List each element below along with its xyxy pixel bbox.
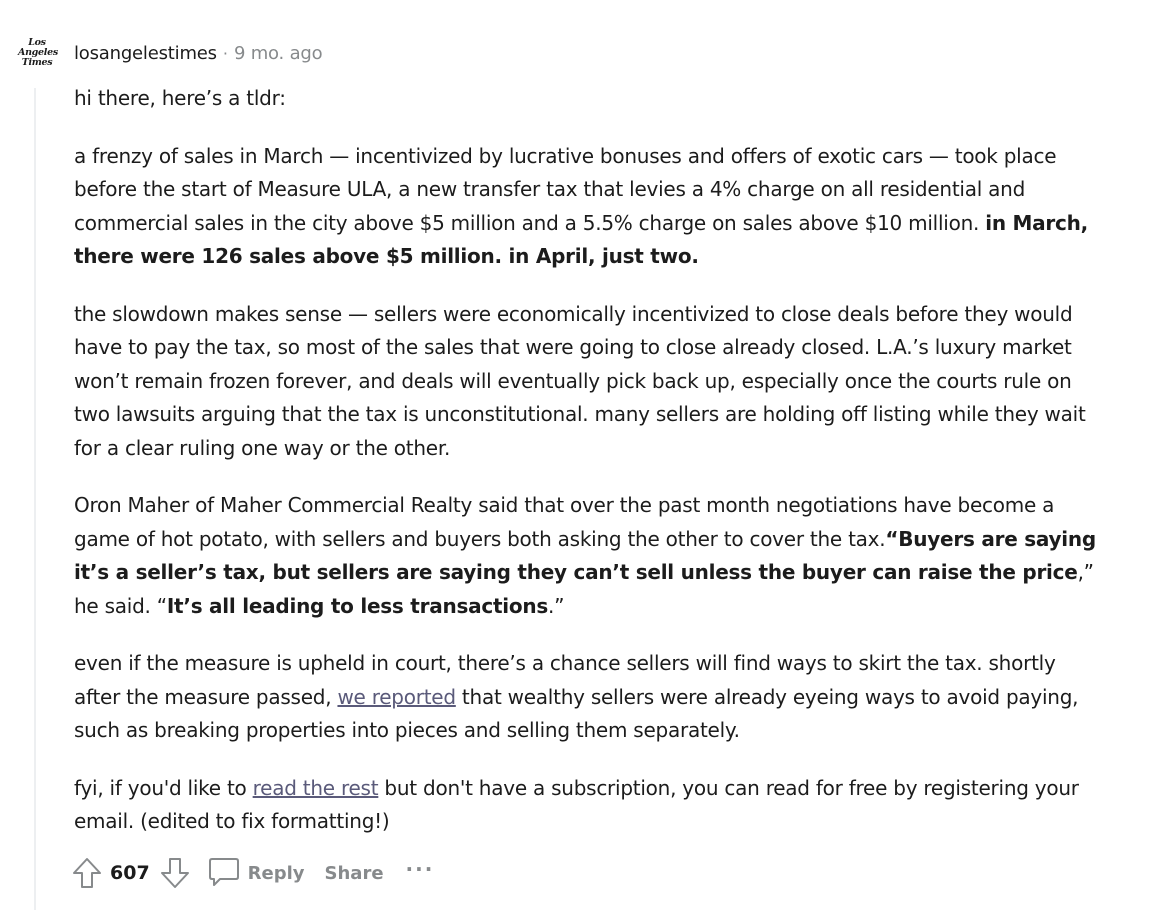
comment-header	[74, 40, 322, 66]
paragraph-text: Oron Maher of Maher Commercial Realty said that over the past month negotiations have become a game of hot potato, with sellers and buyers both asking the other to cover the tax.	[74, 493, 1055, 551]
avatar[interactable]	[18, 38, 56, 70]
paragraph	[74, 489, 1104, 623]
separator: ·	[222, 43, 228, 63]
thread-line[interactable]	[34, 88, 36, 910]
arrow-up-icon[interactable]	[70, 856, 104, 890]
paragraph-text: but don't have a subscription, you can read for free by registering your email. (edited to fix formatting!)	[74, 775, 1079, 833]
speech-bubble-icon	[208, 855, 240, 892]
paragraph-text: fyi, if you'd like to	[74, 775, 253, 800]
comment-actions	[70, 854, 434, 892]
paragraph-text: even if the measure is upheld in court, there’s a chance sellers will find ways to skirt the tax. shortly after the measure passed,	[74, 651, 1056, 709]
paragraph	[74, 140, 1104, 274]
paragraph-text: that wealthy sellers were already eyeing ways to avoid paying, such as breaking properties into pieces and selling them separately.	[74, 684, 1079, 742]
paragraph-text: the slowdown makes sense — sellers were economically incentivized to close deals before they would have to pay the tax, so most of the sales that were going to close already closed. L.A.’s luxury market won’t remain frozen forever, and deals will eventually pick back up, especially once the courts rule on two lawsuits arguing that the tax is unconstitutional. many sellers are holding off listing while they wait for a clear ruling one way or the other.	[74, 301, 1086, 460]
paragraph	[74, 772, 1104, 839]
comment-body	[74, 82, 1104, 863]
paragraph	[74, 647, 1104, 748]
paragraph-text: .”	[548, 593, 565, 618]
we-reported-link[interactable]: we reported	[337, 684, 456, 709]
avatar-line: Angeles	[18, 47, 58, 58]
read-the-rest-link[interactable]: read the rest	[252, 775, 379, 800]
share-button[interactable]: Share	[324, 862, 384, 884]
more-options-button[interactable]: ···	[405, 857, 435, 881]
vote-score: 607	[110, 862, 150, 884]
timestamp[interactable]: 9 mo. ago	[233, 42, 323, 64]
bold-text: “Buyers are saying it’s a seller’s tax, but sellers are saying they can’t sell unless the buyer can raise the price	[74, 526, 1096, 584]
bold-text: in March, there were 126 sales above $5 million. in April, just two.	[74, 210, 1088, 268]
username-link[interactable]: losangelestimes	[74, 42, 217, 64]
avatar-line: Los	[28, 37, 46, 48]
paragraph	[74, 298, 1104, 466]
paragraph-text: hi there, here’s a tldr:	[74, 86, 286, 110]
reply-label: Reply	[247, 862, 305, 884]
avatar-line: Times	[21, 57, 53, 68]
arrow-down-icon[interactable]	[158, 856, 192, 890]
paragraph-text: a frenzy of sales in March — incentivized by lucrative bonuses and offers of exotic cars — took place before the start of Measure ULA, a new transfer tax that levies a 4% charge on all residential and commercial sales in the city above $5 million and a 5.5% charge on sales above $10 million.	[74, 143, 1057, 235]
bold-text: It’s all leading to less transactions	[166, 593, 549, 618]
reply-button[interactable]	[208, 855, 305, 892]
paragraph-text: ,” he said. “	[74, 560, 1094, 618]
paragraph	[74, 82, 1104, 116]
